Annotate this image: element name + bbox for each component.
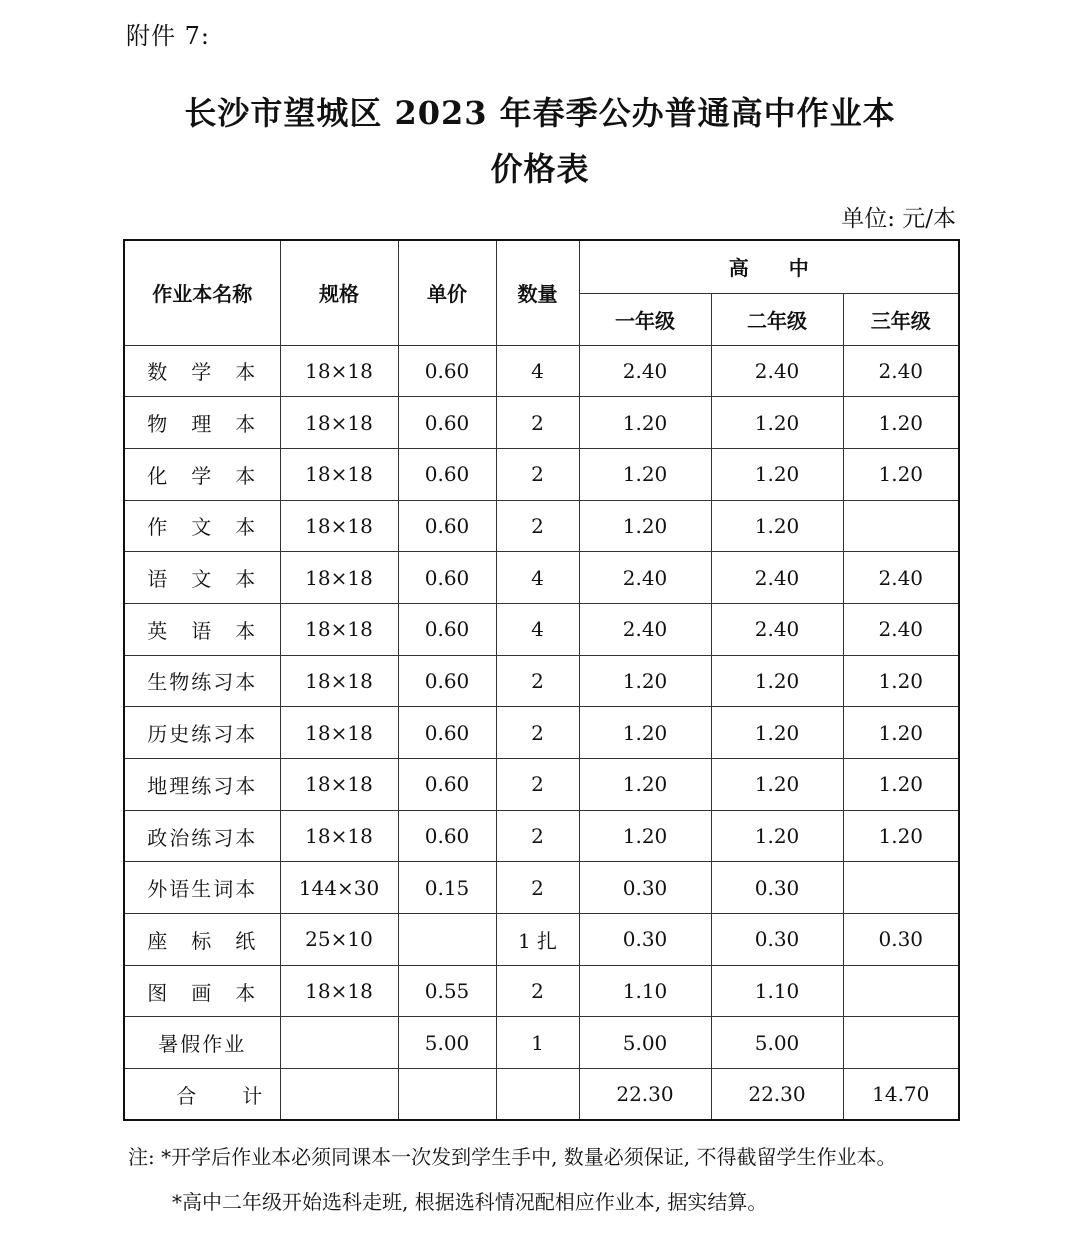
cell-name: 外语生词本 — [124, 862, 280, 914]
cell-price: 0.60 — [398, 810, 496, 862]
cell-grade1: 0.30 — [579, 862, 711, 914]
table-row — [124, 810, 959, 862]
cell-spec: 18×18 — [280, 448, 398, 500]
note-line-2: *高中二年级开始选科走班, 根据选科情况配相应作业本, 据实结算。 — [172, 1190, 768, 1214]
cell-grade1: 2.40 — [579, 603, 711, 655]
cell-grade1: 2.40 — [579, 345, 711, 397]
cell-grade3: 1.20 — [843, 810, 959, 862]
document-title: 长沙市望城区 2023 年春季公办普通高中作业本 — [184, 94, 896, 132]
cell-grade2: 0.30 — [711, 862, 843, 914]
table-row — [124, 552, 959, 604]
cell-grade2: 1.10 — [711, 965, 843, 1017]
cell-grade3: 1.20 — [843, 448, 959, 500]
table-row — [124, 500, 959, 552]
cell-qty: 2 — [496, 500, 579, 552]
cell-grade1: 1.20 — [579, 810, 711, 862]
cell-spec — [280, 1017, 398, 1069]
cell-grade3 — [843, 965, 959, 1017]
cell-grade1: 1.20 — [579, 448, 711, 500]
cell-grade2: 0.30 — [711, 914, 843, 966]
cell-name: 语 文 本 — [124, 552, 280, 604]
cell-name: 暑假作业 — [124, 1017, 280, 1069]
cell-price: 0.60 — [398, 500, 496, 552]
cell-price: 0.60 — [398, 448, 496, 500]
cell-price: 0.60 — [398, 397, 496, 449]
cell-price — [398, 1069, 496, 1121]
cell-grade2: 1.20 — [711, 759, 843, 811]
cell-name: 政治练习本 — [124, 810, 280, 862]
document-subtitle: 价格表 — [490, 150, 590, 188]
cell-name: 物 理 本 — [124, 397, 280, 449]
cell-price: 0.60 — [398, 759, 496, 811]
cell-name: 化 学 本 — [124, 448, 280, 500]
cell-price: 0.60 — [398, 552, 496, 604]
column-header-price: 单价 — [398, 240, 496, 345]
cell-qty: 1 — [496, 1017, 579, 1069]
cell-name: 数 学 本 — [124, 345, 280, 397]
cell-grade2: 1.20 — [711, 500, 843, 552]
cell-grade3 — [843, 1017, 959, 1069]
column-header-grade3: 三年级 — [843, 293, 959, 345]
cell-price: 0.60 — [398, 707, 496, 759]
cell-name: 生物练习本 — [124, 655, 280, 707]
cell-grade1: 1.20 — [579, 707, 711, 759]
table-row — [124, 862, 959, 914]
table-row — [124, 1017, 959, 1069]
cell-spec: 18×18 — [280, 397, 398, 449]
attachment-label: 附件 7: — [126, 22, 210, 50]
cell-spec: 18×18 — [280, 707, 398, 759]
cell-qty: 2 — [496, 810, 579, 862]
cell-name: 历史练习本 — [124, 707, 280, 759]
cell-qty: 2 — [496, 655, 579, 707]
cell-spec: 18×18 — [280, 965, 398, 1017]
cell-qty: 4 — [496, 552, 579, 604]
cell-spec: 18×18 — [280, 345, 398, 397]
column-header-grade2: 二年级 — [711, 293, 843, 345]
cell-grade2: 2.40 — [711, 552, 843, 604]
cell-grade3 — [843, 500, 959, 552]
cell-qty: 2 — [496, 397, 579, 449]
cell-spec: 18×18 — [280, 603, 398, 655]
cell-name: 作 文 本 — [124, 500, 280, 552]
table-row — [124, 965, 959, 1017]
table-row — [124, 707, 959, 759]
cell-price: 5.00 — [398, 1017, 496, 1069]
cell-total-grade3: 14.70 — [843, 1069, 959, 1121]
column-header-grade1: 一年级 — [579, 293, 711, 345]
cell-grade1: 1.20 — [579, 397, 711, 449]
cell-qty: 2 — [496, 707, 579, 759]
column-header-qty: 数量 — [496, 240, 579, 345]
cell-grade1: 0.30 — [579, 914, 711, 966]
cell-grade1: 5.00 — [579, 1017, 711, 1069]
cell-price: 0.55 — [398, 965, 496, 1017]
cell-grade1: 1.20 — [579, 500, 711, 552]
cell-grade2: 1.20 — [711, 397, 843, 449]
cell-spec: 25×10 — [280, 914, 398, 966]
cell-name: 英 语 本 — [124, 603, 280, 655]
cell-qty: 4 — [496, 345, 579, 397]
column-header-group: 高 中 — [579, 240, 959, 293]
cell-grade3: 1.20 — [843, 655, 959, 707]
cell-spec: 18×18 — [280, 759, 398, 811]
table-header-row — [124, 240, 959, 293]
cell-name: 座 标 纸 — [124, 914, 280, 966]
table-row — [124, 655, 959, 707]
cell-qty: 2 — [496, 965, 579, 1017]
cell-grade2: 5.00 — [711, 1017, 843, 1069]
price-table — [123, 239, 960, 1121]
cell-qty: 4 — [496, 603, 579, 655]
cell-price: 0.60 — [398, 603, 496, 655]
cell-price — [398, 914, 496, 966]
cell-qty — [496, 1069, 579, 1121]
note-line-1: 注: *开学后作业本必须同课本一次发到学生手中, 数量必须保证, 不得截留学生作业本。 — [128, 1145, 897, 1169]
cell-grade3 — [843, 862, 959, 914]
cell-grade2: 1.20 — [711, 810, 843, 862]
table-body — [124, 345, 959, 1120]
cell-qty: 1 扎 — [496, 914, 579, 966]
table-row — [124, 759, 959, 811]
cell-grade3: 1.20 — [843, 759, 959, 811]
cell-name: 图 画 本 — [124, 965, 280, 1017]
cell-grade2: 1.20 — [711, 655, 843, 707]
unit-label: 单位: 元/本 — [841, 206, 956, 232]
cell-spec: 18×18 — [280, 810, 398, 862]
cell-grade1: 2.40 — [579, 552, 711, 604]
cell-name: 地理练习本 — [124, 759, 280, 811]
cell-spec: 18×18 — [280, 655, 398, 707]
cell-price: 0.15 — [398, 862, 496, 914]
cell-grade1: 1.20 — [579, 759, 711, 811]
cell-spec: 18×18 — [280, 500, 398, 552]
cell-grade1: 1.10 — [579, 965, 711, 1017]
cell-total-grade2: 22.30 — [711, 1069, 843, 1121]
cell-grade3: 1.20 — [843, 397, 959, 449]
cell-grade3: 2.40 — [843, 345, 959, 397]
cell-qty: 2 — [496, 759, 579, 811]
table-row — [124, 914, 959, 966]
cell-qty: 2 — [496, 862, 579, 914]
cell-qty: 2 — [496, 448, 579, 500]
cell-spec: 144×30 — [280, 862, 398, 914]
table-row — [124, 345, 959, 397]
cell-price: 0.60 — [398, 655, 496, 707]
cell-grade3: 2.40 — [843, 552, 959, 604]
cell-grade2: 2.40 — [711, 345, 843, 397]
cell-grade2: 1.20 — [711, 448, 843, 500]
cell-grade2: 1.20 — [711, 707, 843, 759]
table-row — [124, 603, 959, 655]
cell-grade3: 1.20 — [843, 707, 959, 759]
cell-price: 0.60 — [398, 345, 496, 397]
column-header-name: 作业本名称 — [124, 240, 280, 345]
column-header-spec: 规格 — [280, 240, 398, 345]
cell-spec — [280, 1069, 398, 1121]
cell-grade3: 2.40 — [843, 603, 959, 655]
table-row — [124, 397, 959, 449]
cell-total-grade1: 22.30 — [579, 1069, 711, 1121]
cell-grade1: 1.20 — [579, 655, 711, 707]
cell-spec: 18×18 — [280, 552, 398, 604]
cell-total-label: 合 计 — [124, 1069, 280, 1121]
cell-grade2: 2.40 — [711, 603, 843, 655]
cell-grade3: 0.30 — [843, 914, 959, 966]
table-total-row — [124, 1069, 959, 1121]
table-row — [124, 448, 959, 500]
